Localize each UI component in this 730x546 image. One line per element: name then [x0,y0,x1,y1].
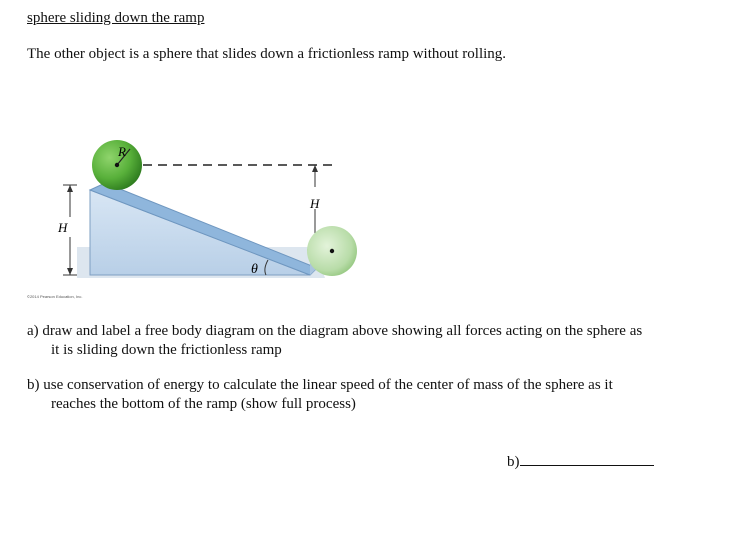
question-b-line1: b) use conservation of energy to calculate the linear speed of the center of mass of the sphere as it [27,377,613,393]
radius-label: R [118,144,126,159]
question-a [27,322,697,360]
h-left-arrow-up [67,185,73,192]
answer-b [507,451,654,471]
sphere-top-center-dot [115,163,119,167]
ramp-diagram [25,135,370,305]
question-b-line2: reaches the bottom of the ramp (show full process) [51,396,356,412]
theta-label: θ [251,262,258,277]
answer-b-blank[interactable] [520,451,654,466]
sphere-bottom-center-dot [330,249,334,253]
h-left-arrow-down [67,268,73,275]
h-right-arrow-up [312,165,318,172]
question-a-line1: a) draw and label a free body diagram on the diagram above showing all forces acting on the sphere as [27,323,643,339]
question-a-line2: it is sliding down the frictionless ramp [51,342,282,358]
section-heading: sphere sliding down the ramp [27,10,205,26]
intro-text: The other object is a sphere that slides down a frictionless ramp without rolling. [27,46,507,62]
copyright-text: ©2014 Pearson Education, Inc. [27,294,83,299]
ramp-figure [25,135,370,310]
question-b [27,376,697,414]
h-right-label: H [310,196,320,211]
h-left-label: H [58,220,68,235]
answer-b-label: b) [507,454,520,470]
